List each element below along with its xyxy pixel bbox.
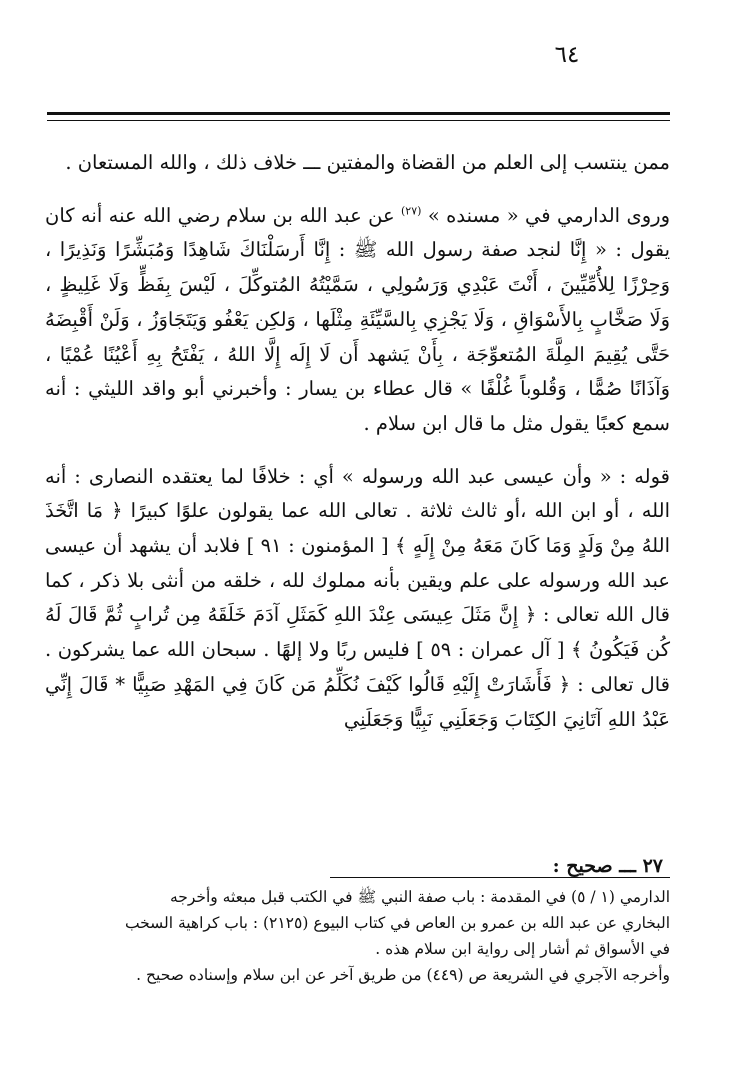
footnote-heading: ٢٧ ـــ صحيح : [552, 855, 663, 877]
page-number: ٦٤ [554, 42, 580, 68]
darimi-intro: وروى الدارمي في « مسنده » [427, 203, 670, 227]
footnote-line-4: وأخرجه الآجري في الشريعة ص (٤٤٩) من طريق آخر عن ابن سلام وإسناده صحيح . [136, 966, 670, 984]
header-rule-thin [47, 120, 670, 121]
footnote-line-2: البخاري عن عبد الله بن عمرو بن العاص في كتاب البيوع (٢١٢٥) : باب كراهية السخب [124, 914, 670, 932]
footnote-text [47, 884, 670, 988]
footnote-rule [330, 877, 670, 878]
darimi-continuation: وأخبرني أبو واقد الليثي : أنه سمع كعبًا يقول مثل ما قال ابن سلام . [45, 377, 670, 435]
paragraph-1: ممن ينتسب إلى العلم من القضاة والمفتين ـــ خلاف ذلك ، والله المستعان . [65, 151, 670, 174]
paragraph-3: قوله : « وأن عيسى عبد الله ورسوله » أي : خلافًا لما يعتقده النصارى : أنه الله ، أو ابن الله ،أو ثالث ثلاثة . تعالى الله عما يقولون علوًا كبيرًا ﴿ مَا اتَّخَذَ اللهُ مِنْ وَلَدٍ وَمَا كَانَ مَعَهُ مِنْ إِلَهٍ ﴾ [ المؤمنون : ٩١ ] فلابد أن يشهد أن عيسى عبد الله ورسوله على علم ويقين بأنه مملوك لله ، خلقه من أنثى بلا ذكر ، كما قال الله تعالى : ﴿ إِنَّ مَثَلَ عِيسَى عِنْدَ اللهِ كَمَثَلِ آدَمَ خَلَقَهُ مِن تُرابٍ ثُمَّ قَالَ لَهُ كُن فَيَكُونُ ﴾ [ آل عمران : ٥٩ ] فليس ربًا ولا إلهًا . سبحان الله عما يشركون . قال تعالى : ﴿ فَأَشَارَتْ إِلَيْهِ قَالُوا كَيْفَ نُكَلِّمُ مَن كَانَ فِي المَهْدِ صَبِيًّا * قَالَ إِنِّي عَبْدُ اللهِ آتَانِيَ الكِتَابَ وَجَعَلَنِي نَبِيًّا وَجَعَلَنِي [45, 464, 670, 731]
paragraph-2 [45, 199, 670, 442]
footnote-line-1: الدارمي (١ / ٥) في المقدمة : باب صفة النبي ﷺ في الكتب قبل مبعثه وأخرجه [169, 888, 670, 906]
header-rule-thick [47, 112, 670, 115]
footnote-reference-27: (٢٧) [401, 204, 422, 218]
footnote-line-3: في الأسواق ثم أشار إلى رواية ابن سلام هذه . [375, 940, 670, 958]
main-text [45, 146, 670, 737]
darimi-hadith-text: عن عبد الله بن سلام رضي الله عنه أنه كان يقول : « إِنَّا لنجد صفة رسول الله ﷺ : إِنَّا أَرسَلْنَاكَ شَاهِدًا وَمُبَشِّرًا وَنَذِيرًا ، وَحِرْزًا لِلأُمِّيِّينَ ، أَنْتَ عَبْدِي وَرَسُولِي ، سَمَّيْتُهُ المُتوكِّلَ ، لَيْسَ بِفَظٍّ وَلَا غَلِيظٍ ، وَلَا صَخَّابٍ بِالأَسْوَاقِ ، وَلَا يَجْزِي بِالسَّيِّئَةِ مِثْلَها ، وَلكِن يَعْفُو وَيَتَجَاوَزُ ، وَلَنْ أَقْبِضَهُ حَتَّى يُقِيمَ المِلَّةَ المُتعوِّجَة ، بِأَنْ يَشهد أَن لَا إِلَه إِلَّا اللهُ ، يَفْتَحُ بِهِ أَعْيُنًا عُمْيًا ، وَآذَانًا صُمًّا ، وَقُلوباً غُلْفًا » قال عطاء بن يسار : [45, 203, 670, 401]
